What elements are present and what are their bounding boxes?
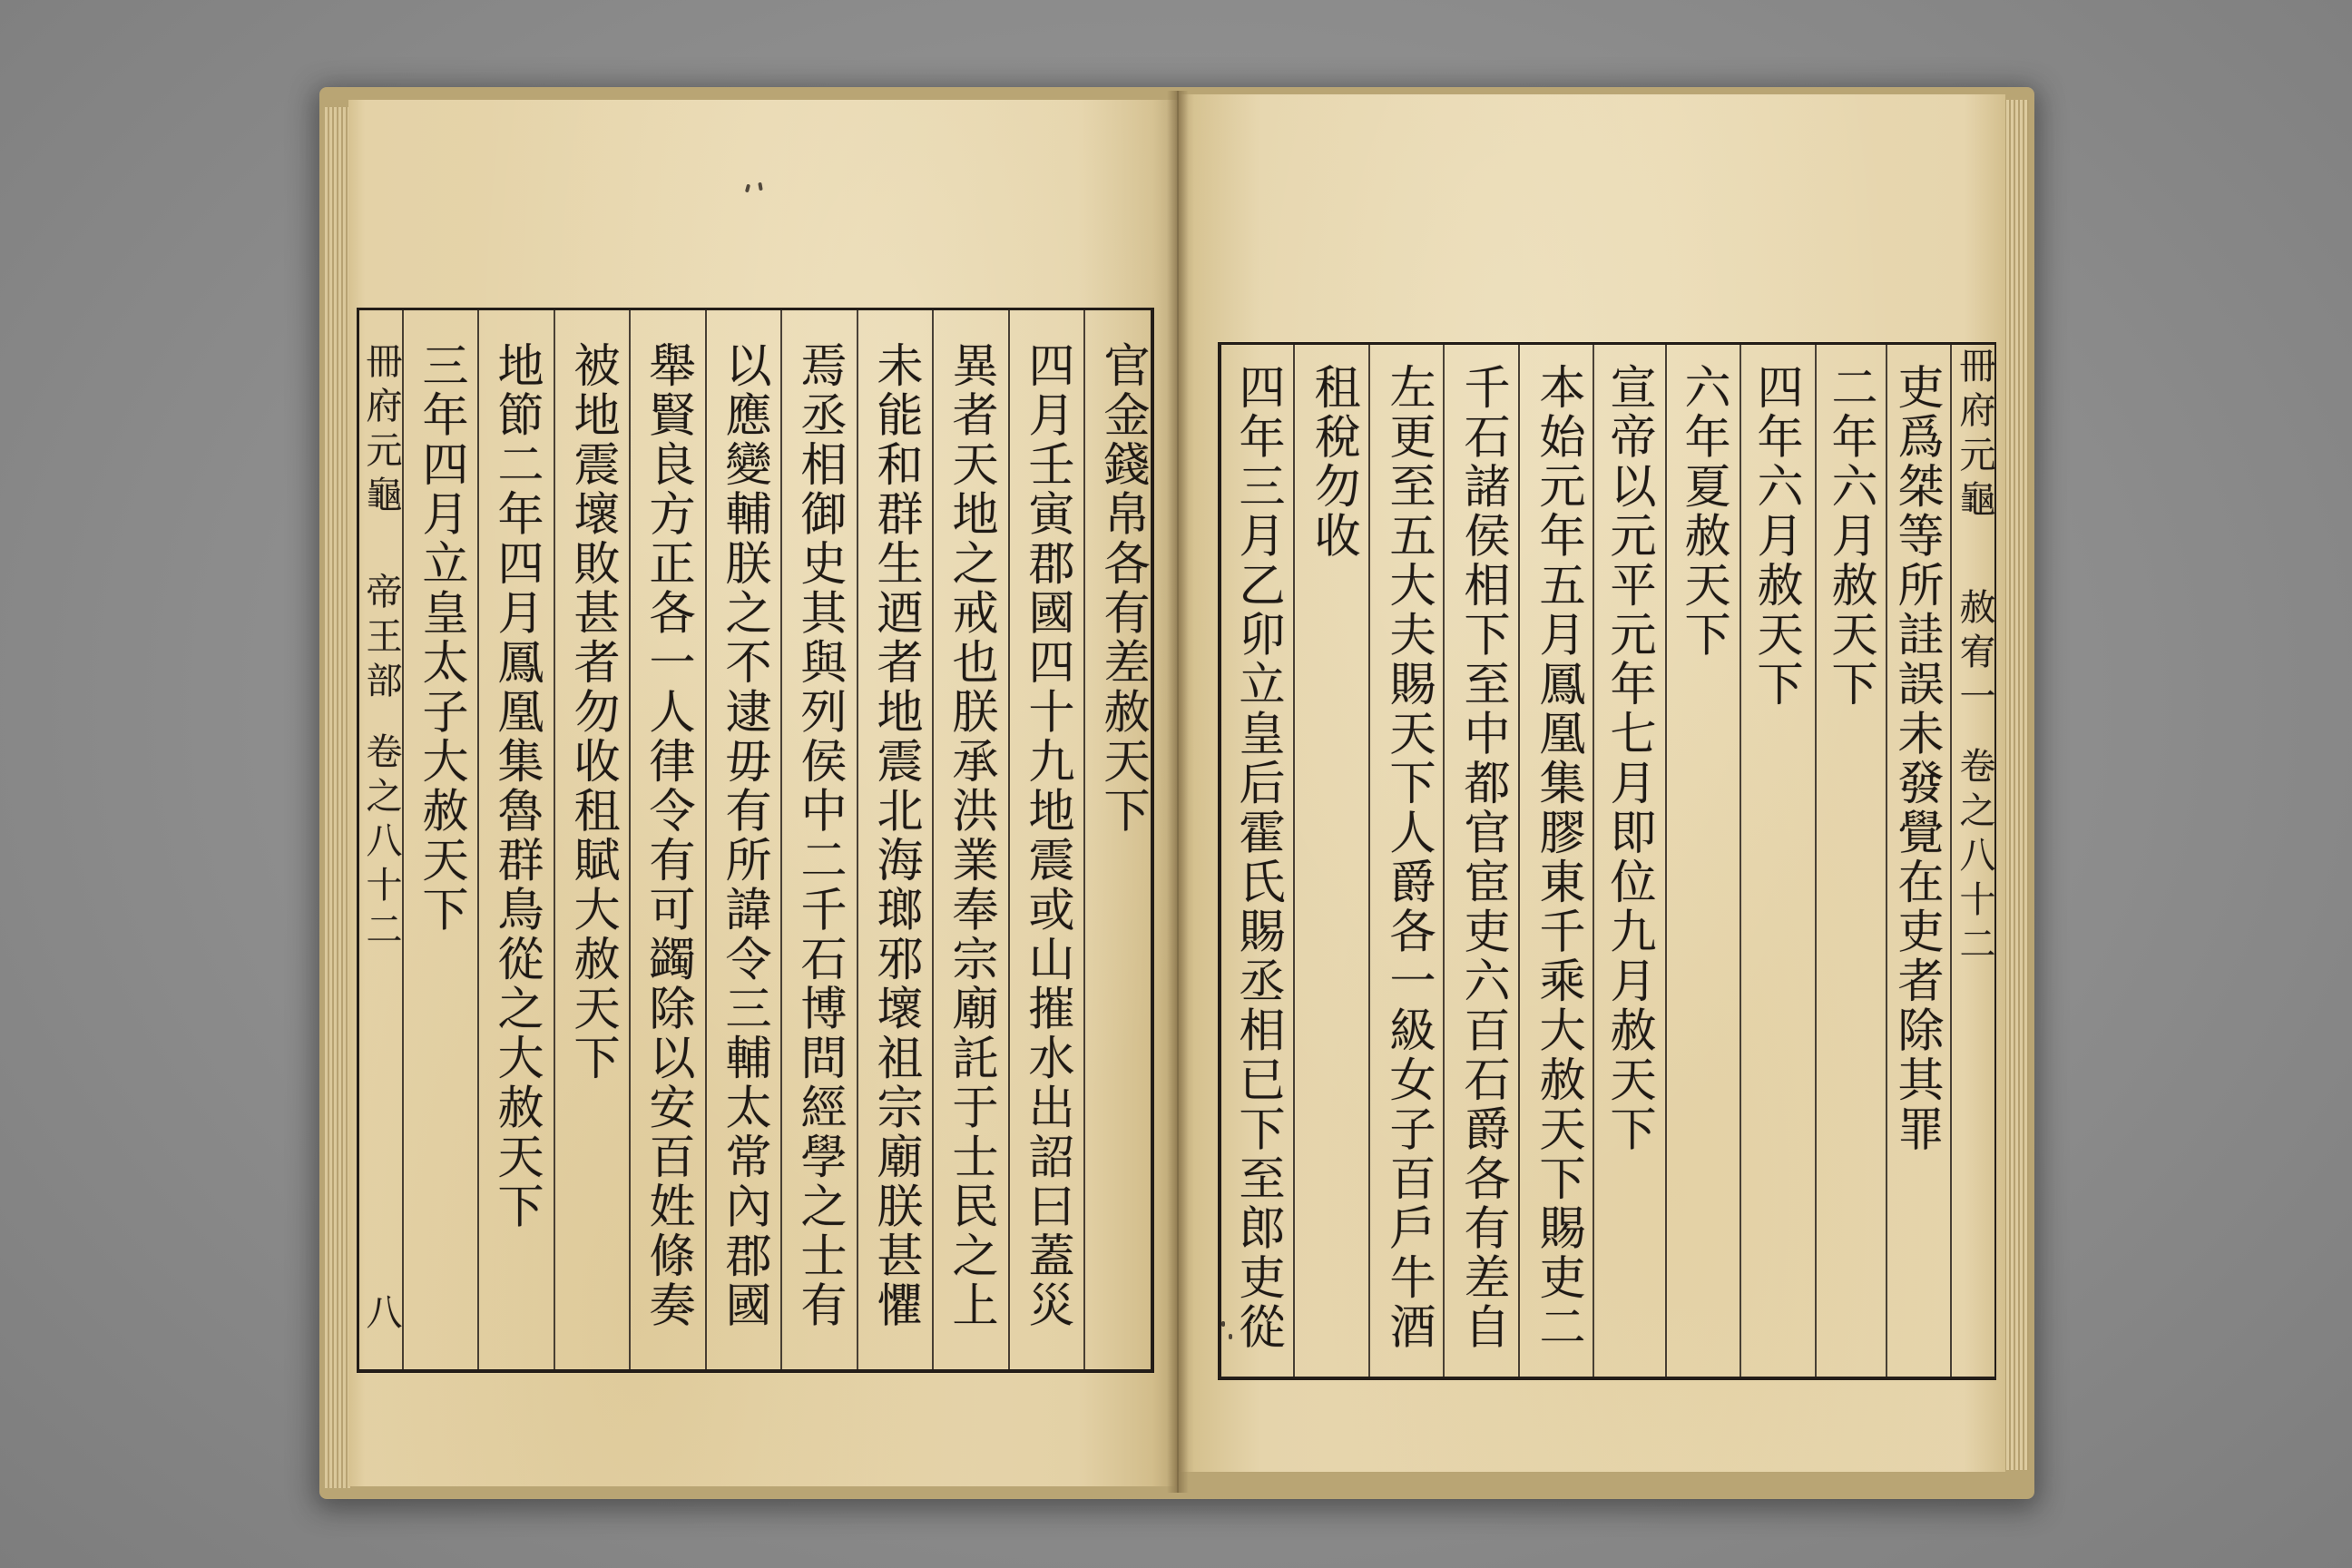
text-column: 四月壬寅郡國四十九地震或山摧水出詔曰蓋災 [1020,341,1073,1330]
text-column: 吏爲桀等所詿誤未發覺在吏者除其罪 [1889,363,1943,1154]
column-rule [1368,345,1370,1377]
text-column: 未能和群生迺者地震北海瑯邪壞祖宗廟朕甚懼 [868,341,922,1330]
text-column: 四年三月乙卯立皇后霍氏賜丞相已下至郎吏從 [1230,363,1284,1352]
section-title: 帝王部 [360,573,402,706]
column-rule [1740,345,1741,1377]
right-text-block [1218,342,1996,1380]
column-rule [705,310,707,1369]
column-rule [1518,345,1520,1377]
text-column: 以應變輔朕之不逮毋有所諱令三輔太常內郡國 [717,341,770,1330]
text-column: 地節二年四月鳳凰集魯群鳥從之大赦天下 [489,341,543,1231]
column-rule [857,310,858,1369]
text-column: 六年夏赦天下 [1676,363,1730,660]
text-column: 官金錢帛各有差赦天下 [1095,341,1149,836]
left-text-block [357,308,1154,1373]
text-column: 四年六月赦天下 [1749,363,1802,710]
book-gutter-crease [1167,91,1189,1493]
text-column: 租稅勿收 [1306,363,1359,561]
text-column: 左更至五大夫賜天下人爵各一級女子百戶牛酒 [1381,363,1435,1352]
right-page [1178,94,2005,1472]
text-column: 異者天地之戒也朕承洪業奉宗廟託于士民之上 [944,341,997,1330]
left-margin-column [361,310,401,1369]
book-title: 冊府元龜 [360,342,402,520]
text-column: 宣帝以元平元年七月即位九月赦天下 [1602,363,1655,1154]
volume-label: 卷之八十二 [360,732,402,955]
column-rule [1665,345,1667,1377]
ink-speck [758,182,763,191]
column-rule [629,310,631,1369]
text-column: 二年六月赦天下 [1823,363,1877,710]
column-rule [1950,345,1952,1377]
text-column: 舉賢良方正各一人律令有可蠲除以安百姓條奏 [641,341,694,1330]
column-rule [1815,345,1817,1377]
right-margin-column [1955,345,1994,1377]
column-rule [780,310,782,1369]
text-column: 千石諸侯相下至中都官宦吏六百石爵各有差自 [1455,363,1509,1352]
column-rule [1008,310,1010,1369]
left-page [348,100,1178,1486]
column-rule [1293,345,1295,1377]
text-column: 本始元年五月鳳凰集膠東千乘大赦天下賜吏二 [1531,363,1584,1352]
text-column: 焉丞相御史其與列侯中二千石博問經學之士有 [792,341,846,1330]
column-rule [1886,345,1887,1377]
book-title: 冊府元龜 [1954,347,1995,524]
column-rule [1083,310,1085,1369]
column-rule [402,310,404,1369]
page-number: 八 [360,1293,402,1338]
volume-label: 卷之八十二 [1954,747,1995,969]
column-rule [554,310,555,1369]
column-rule [477,310,479,1369]
column-rule [1443,345,1445,1377]
column-rule [1592,345,1594,1377]
section-title: 赦宥一 [1954,588,1995,721]
column-rule [932,310,934,1369]
ink-speck [745,184,750,193]
text-column: 三年四月立皇太子大赦天下 [414,341,467,935]
text-column: 被地震壞敗甚者勿收租賦大赦天下 [565,341,619,1083]
